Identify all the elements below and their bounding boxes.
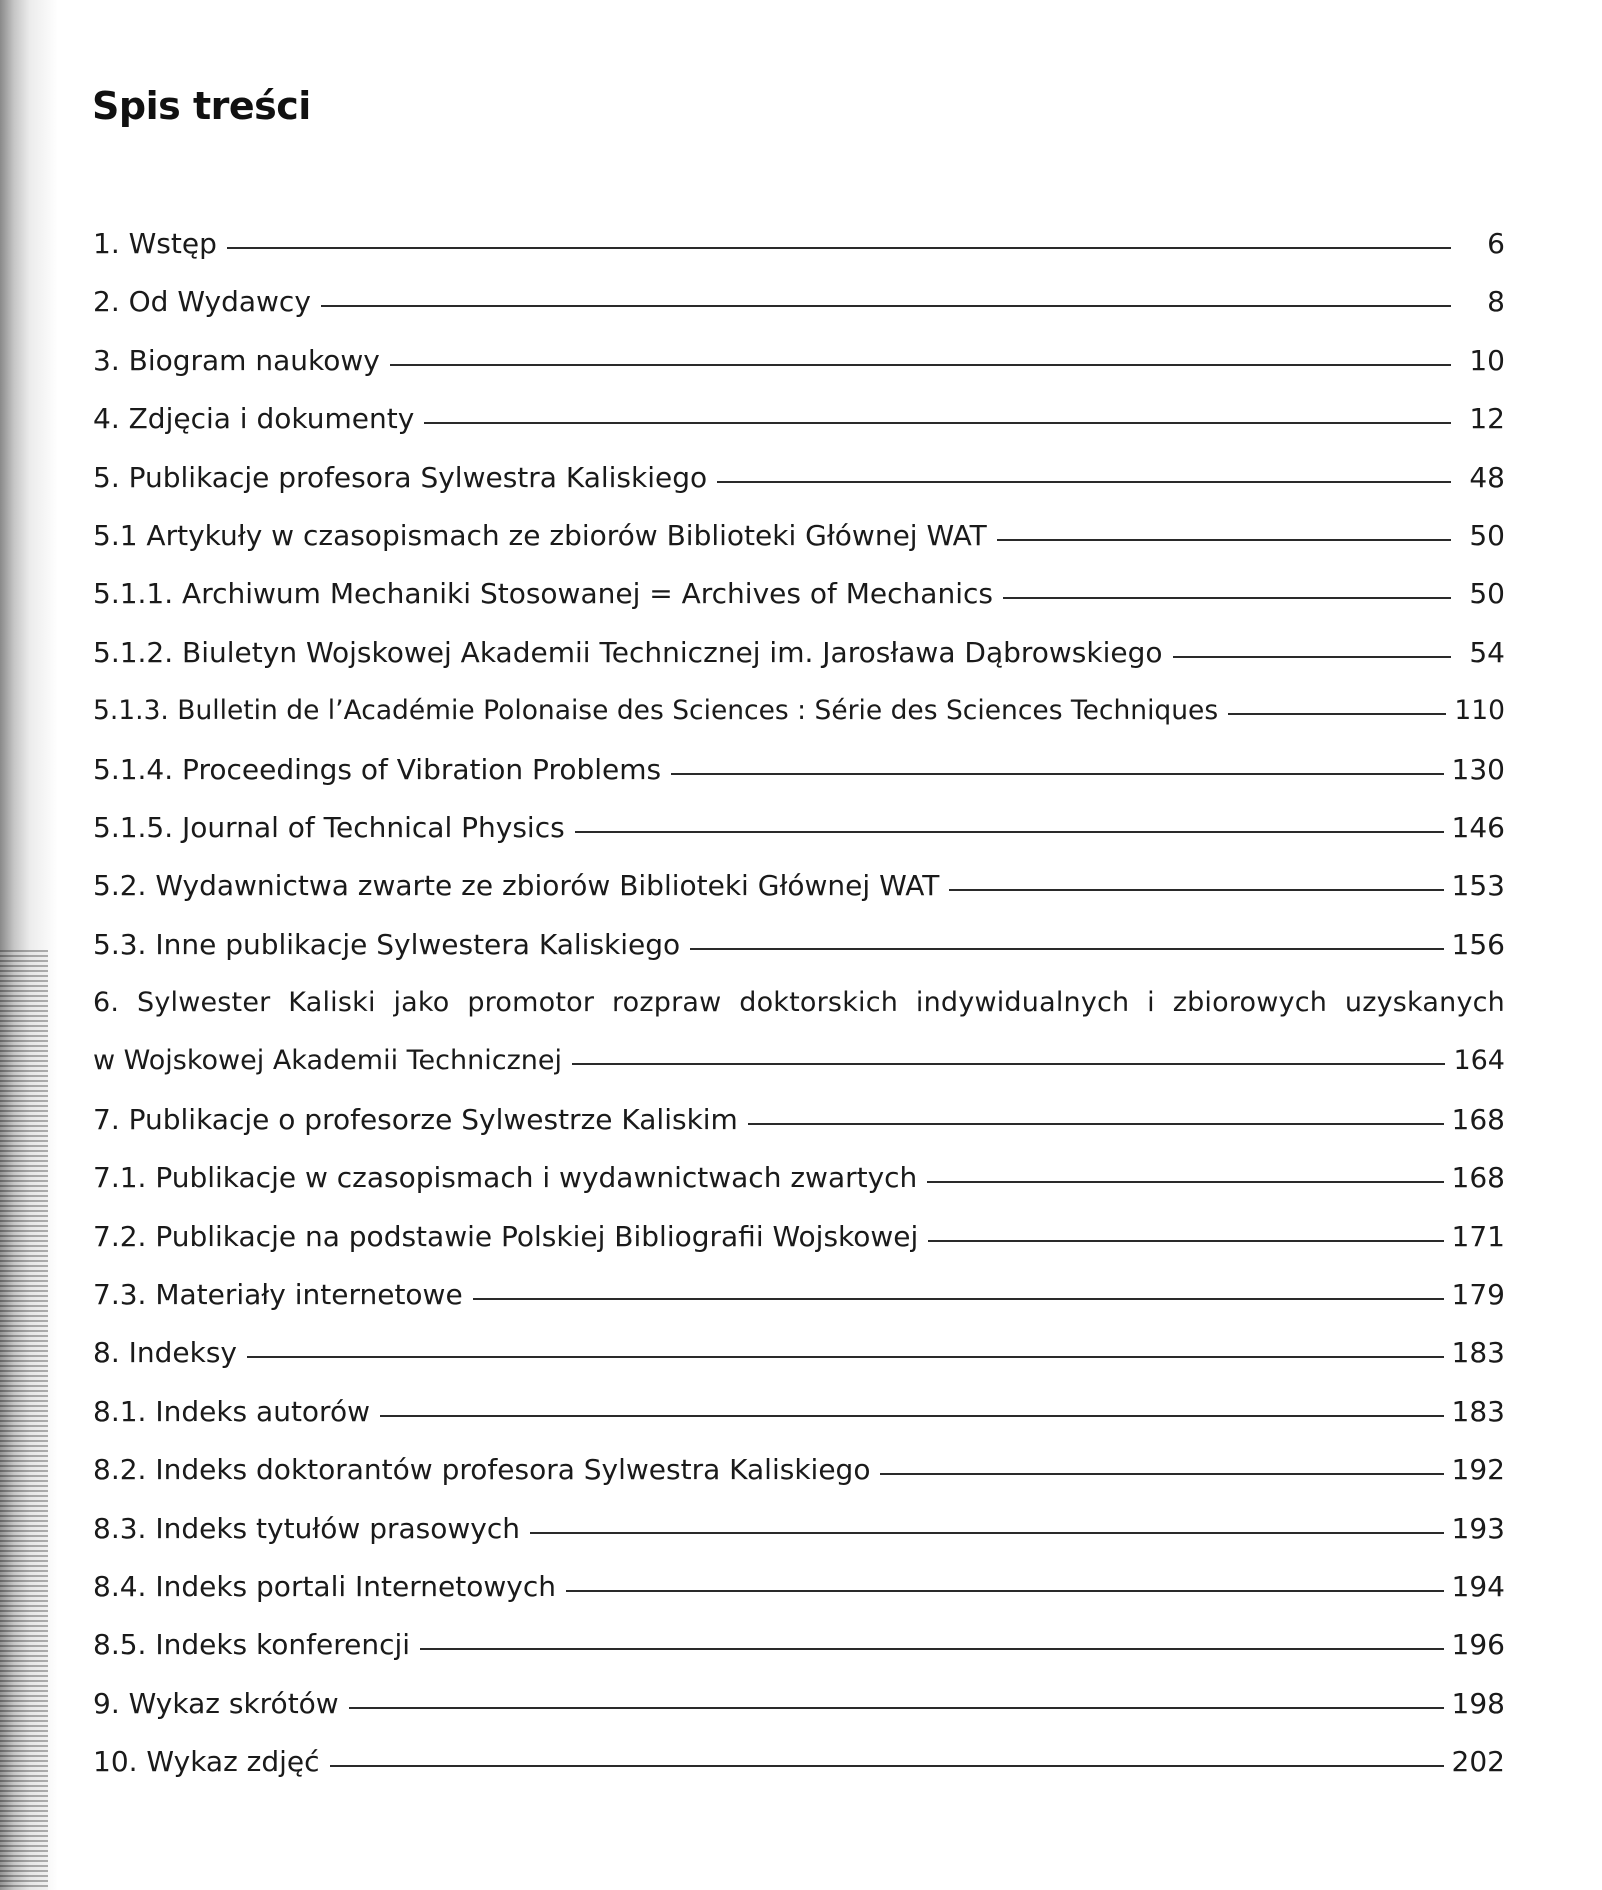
toc-leader-line <box>690 948 1443 950</box>
table-of-contents <box>93 224 1505 1801</box>
toc-page-number: 130 <box>1451 752 1505 786</box>
toc-entry-label: 3. Biogram naukowy <box>93 343 380 377</box>
toc-page-number: 192 <box>1451 1453 1505 1487</box>
toc-entry <box>93 750 1505 808</box>
toc-entry <box>93 1625 1505 1683</box>
toc-page-number: 48 <box>1469 460 1505 494</box>
toc-entry <box>93 1742 1505 1800</box>
toc-entry-label: 10. Wykaz zdjęć <box>93 1745 320 1779</box>
toc-leader-line <box>321 305 1451 307</box>
toc-leader-line <box>880 1473 1443 1475</box>
toc-page-number: 194 <box>1451 1569 1505 1603</box>
toc-page-number: 153 <box>1451 869 1505 903</box>
toc-entry-label: 5.1.4. Proceedings of Vibration Problems <box>93 752 662 786</box>
toc-page-number: 8 <box>1487 285 1505 319</box>
toc-entry <box>93 1333 1505 1391</box>
toc-leader-line <box>349 1707 1444 1709</box>
toc-leader-line <box>671 773 1443 775</box>
toc-entry-label: 7. Publikacje o profesorze Sylwestrze Kaliskim <box>93 1102 738 1136</box>
toc-entry <box>93 458 1505 516</box>
toc-entry-label: 8.5. Indeks konferencji <box>93 1628 411 1662</box>
toc-entry <box>93 574 1505 632</box>
toc-entry <box>93 1275 1505 1333</box>
toc-leader-line <box>1228 713 1446 715</box>
toc-entry <box>93 1100 1505 1158</box>
toc-leader-line <box>949 889 1443 891</box>
toc-entry-label: 4. Zdjęcia i dokumenty <box>93 402 415 436</box>
toc-entry-label: w Wojskowej Akademii Technicznej <box>93 1045 562 1077</box>
toc-page-number: 198 <box>1451 1686 1505 1720</box>
toc-leader-line <box>928 1240 1443 1242</box>
toc-page-number: 50 <box>1469 518 1505 552</box>
toc-leader-line <box>380 1415 1444 1417</box>
toc-leader-line <box>748 1123 1444 1125</box>
toc-leader-line <box>1003 597 1451 599</box>
toc-entry <box>93 1509 1505 1567</box>
toc-entry <box>93 925 1505 983</box>
toc-page-number: 183 <box>1451 1394 1505 1428</box>
toc-entry-label: 5.1.1. Archiwum Mechaniki Stosowanej = Archives of Mechanics <box>93 577 993 611</box>
toc-entry <box>93 1567 1505 1625</box>
toc-leader-line <box>572 1063 1445 1065</box>
toc-leader-line <box>330 1765 1444 1767</box>
toc-entry-label: 6. Sylwester Kaliski jako promotor rozpraw doktorskich indywidualnych i zbiorowych uzyskanych <box>93 987 1505 1019</box>
toc-page-number: 196 <box>1451 1628 1505 1662</box>
toc-entry-label: 5.3. Inne publikacje Sylwestera Kaliskiego <box>93 927 681 961</box>
toc-page-number: 50 <box>1469 577 1505 611</box>
toc-entry <box>93 1450 1505 1508</box>
toc-entry-label: 7.1. Publikacje w czasopismach i wydawnictwach zwartych <box>93 1161 918 1195</box>
toc-entry <box>93 633 1505 691</box>
toc-entry <box>93 1392 1505 1450</box>
toc-page-number: 193 <box>1451 1511 1505 1545</box>
toc-leader-line <box>420 1648 1444 1650</box>
toc-entry-label: 5.1 Artykuły w czasopismach ze zbiorów Biblioteki Głównej WAT <box>93 518 987 552</box>
toc-entry <box>93 224 1505 282</box>
toc-entry <box>93 399 1505 457</box>
toc-page-number: 179 <box>1451 1278 1505 1312</box>
toc-entry <box>93 691 1505 749</box>
toc-entry <box>93 866 1505 924</box>
toc-leader-line <box>1173 656 1451 658</box>
toc-leader-line <box>927 1181 1443 1183</box>
toc-page-number: 202 <box>1451 1745 1505 1779</box>
toc-page-number: 168 <box>1451 1102 1505 1136</box>
toc-entry-label: 1. Wstęp <box>93 227 217 260</box>
toc-page-number: 54 <box>1469 635 1505 669</box>
toc-page-number: 168 <box>1451 1161 1505 1195</box>
toc-entry <box>93 341 1505 399</box>
toc-leader-line <box>247 1356 1444 1358</box>
toc-entry-label: 5.1.2. Biuletyn Wojskowej Akademii Technicznej im. Jarosława Dąbrowskiego <box>93 635 1163 669</box>
toc-leader-line <box>424 422 1451 424</box>
toc-entry-label: 5.1.5. Journal of Technical Physics <box>93 810 565 844</box>
toc-page-number: 146 <box>1451 810 1505 844</box>
toc-page-number: 110 <box>1454 695 1505 727</box>
toc-entry <box>93 983 1505 1100</box>
toc-entry-label: 7.2. Publikacje na podstawie Polskiej Bibliografii Wojskowej <box>93 1219 919 1253</box>
toc-entry <box>93 1684 1505 1742</box>
toc-leader-line <box>717 481 1451 483</box>
scan-edge-texture <box>0 950 48 1890</box>
toc-page-number: 12 <box>1469 402 1505 436</box>
toc-entry <box>93 516 1505 574</box>
toc-leader-line <box>530 1532 1444 1534</box>
toc-entry <box>93 282 1505 340</box>
toc-leader-line <box>473 1298 1444 1300</box>
toc-page-number: 156 <box>1451 927 1505 961</box>
toc-entry-label: 2. Od Wydawcy <box>93 285 311 319</box>
toc-entry-label: 7.3. Materiały internetowe <box>93 1278 463 1312</box>
toc-leader-line <box>390 364 1451 366</box>
toc-page-number: 183 <box>1451 1336 1505 1370</box>
toc-leader-line <box>997 539 1451 541</box>
toc-entry-label: 8.3. Indeks tytułów prasowych <box>93 1511 520 1545</box>
toc-page-number: 164 <box>1453 1045 1505 1077</box>
toc-entry-label: 8.4. Indeks portali Internetowych <box>93 1569 556 1603</box>
toc-entry-label: 8.2. Indeks doktorantów profesora Sylwestra Kaliskiego <box>93 1453 871 1487</box>
toc-entry-label: 8.1. Indeks autorów <box>93 1394 370 1428</box>
toc-page-number: 10 <box>1469 343 1505 377</box>
toc-entry <box>93 808 1505 866</box>
toc-entry <box>93 1158 1505 1216</box>
toc-leader-line <box>575 831 1444 833</box>
toc-entry-label: 5. Publikacje profesora Sylwestra Kaliskiego <box>93 460 708 494</box>
toc-entry-label: 8. Indeksy <box>93 1336 237 1370</box>
page-title: Spis treści <box>92 84 311 128</box>
toc-entry-label: 5.1.3. Bulletin de l’Académie Polonaise des Sciences : Série des Sciences Techniques <box>93 695 1219 727</box>
toc-entry-label: 5.2. Wydawnictwa zwarte ze zbiorów Biblioteki Głównej WAT <box>93 869 940 903</box>
toc-leader-line <box>227 247 1451 249</box>
toc-leader-line <box>566 1590 1444 1592</box>
toc-entry-label: 9. Wykaz skrótów <box>93 1686 339 1720</box>
toc-entry-continuation <box>93 1041 1505 1099</box>
toc-entry <box>93 1217 1505 1275</box>
toc-page-number: 6 <box>1487 227 1505 260</box>
toc-page-number: 171 <box>1451 1219 1505 1253</box>
